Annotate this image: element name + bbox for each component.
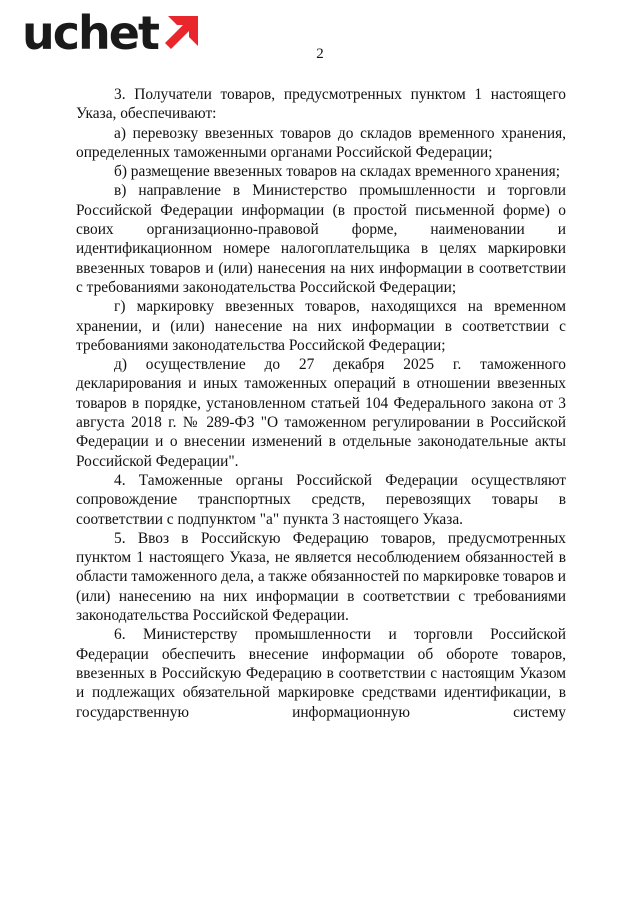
paragraph-6: 6. Министерству промышленности и торговли Российской Федерации обеспечить внесение информации об обороте товаров, ввезенных в Российскую Федерацию в соответствии с настоящим Указом и подлежащих обязательной маркировке средствами идентификации, в государственную информационную систему [76, 626, 566, 721]
page-number: 2 [316, 46, 324, 62]
paragraph-3b: б) размещение ввезенных товаров на складах временного хранения; [114, 163, 561, 181]
paragraph-3d: д) осуществление до 27 декабря 2025 г. таможенного декларирования и иных таможенных операций в отношении ввезенных товаров в порядке, установленном статьей 104 Федерального закона от 3 августа 2018 г. № 289-ФЗ "О таможенном регулировании в Российской Федерации и о внесении изменений в отдельные законодательные акты Российской Федерации". [76, 356, 566, 470]
paragraph-3g: г) маркировку ввезенных товаров, находящихся на временном хранении, и (или) нанесение на них информации в соответствии с требованиями законодательства Российской Федерации; [76, 298, 566, 354]
paragraph-5: 5. Ввоз в Российскую Федерацию товаров, предусмотренных пунктом 1 настоящего Указа, не является несоблюдением обязанностей в области таможенного дела, а также обязанностей по маркировке товаров и (или) нанесению на них информации в соответствии с требованиями законодательства Российской Федерации. [76, 529, 566, 625]
paragraph-3v: в) направление в Министерство промышленности и торговли Российской Федерации информации (в простой письменной форме) о своих организационно-правовой форме, наименовании и идентификационном номере налогоплательщика в целях маркировки ввезенных товаров и (или) нанесения на них информации в соответствии с требованиями законодательства Российской Федерации; [76, 182, 566, 296]
document-body [76, 85, 566, 722]
paragraph-3: 3. Получатели товаров, предусмотренных пунктом 1 настоящего Указа, обеспечивают: [76, 86, 566, 123]
paragraph-3a: а) перевозку ввезенных товаров до складов временного хранения, определенных таможенными органами Российской Федерации; [76, 124, 566, 161]
logo-wordmark: uchet [22, 6, 158, 60]
paragraph-4: 4. Таможенные органы Российской Федерации осуществляют сопровождение транспортных средств, перевозящих товары в соответствии с подпунктом "а" пункта 3 настоящего Указа. [76, 471, 566, 528]
